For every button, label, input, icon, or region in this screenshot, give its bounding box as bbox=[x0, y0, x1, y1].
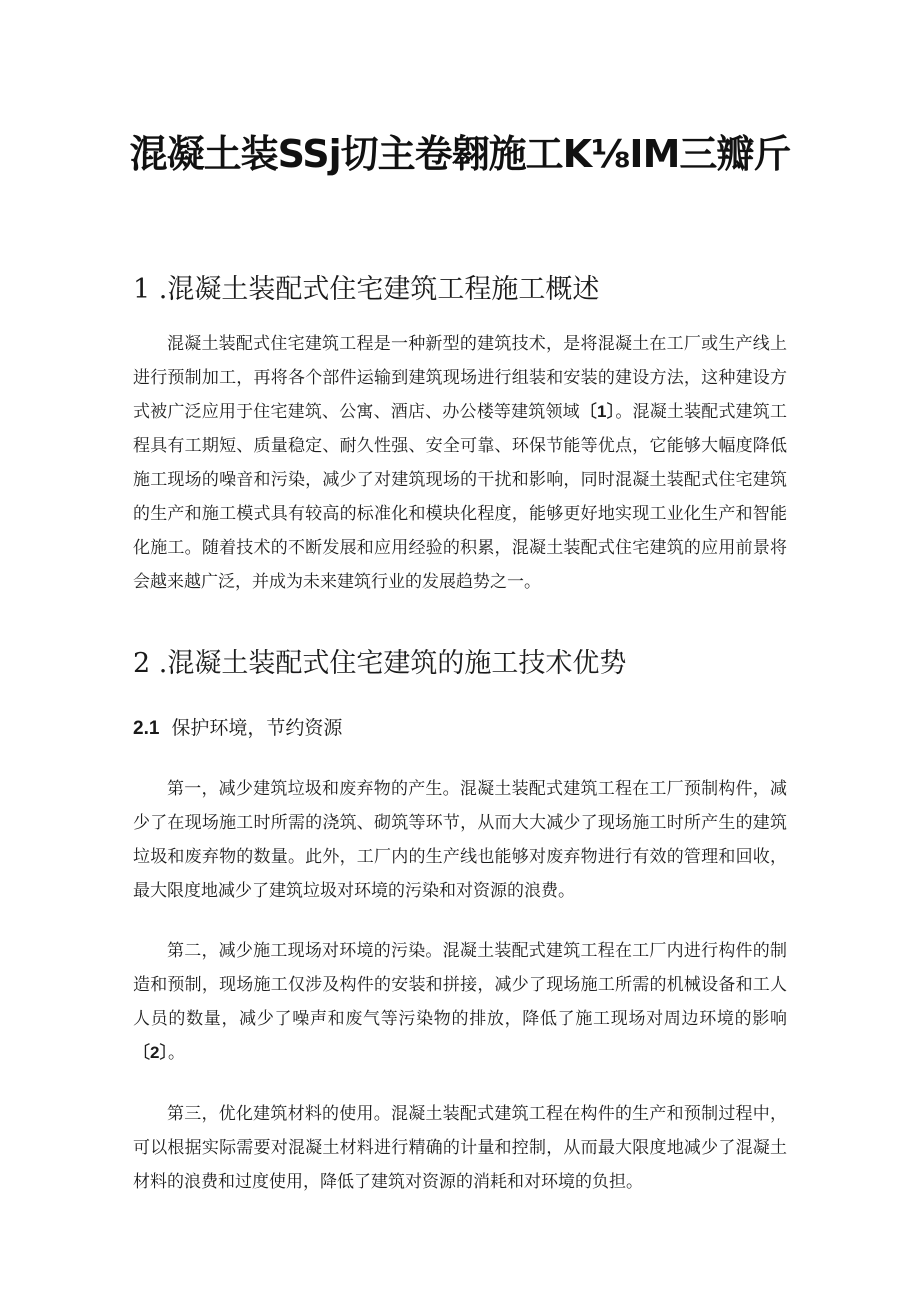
paragraph-text: 第一，减少建筑垃圾和废弃物的产生。混凝土装配式建筑工程在工厂预制构件，减少了在现场施工时所需的浇筑、砌筑等环节，从而大大减少了现场施工时所产生的建筑垃圾和废弃物的数量。此外，工厂内的生产线也能够对废弃物进行有效的管理和回收，最大限度地减少了建筑垃圾对环境的污染和对资源的浪费。 bbox=[133, 779, 787, 901]
paragraph-text: 第二，减少施工现场对环境的污染。混凝土装配式建筑工程在工厂内进行构件的制造和预制，现场施工仅涉及构件的安装和拼接，减少了现场施工所需的机械设备和工人人员的数量，减少了噪声和废气等污染物的排放，降低了施工现场对周边环境的影响 bbox=[133, 941, 787, 1029]
subsection-2-1-paragraph-1 bbox=[133, 772, 787, 908]
citation-2[interactable]: 〔2〕 bbox=[133, 1043, 168, 1062]
subsection-title: 保护环境，节约资源 bbox=[171, 717, 343, 739]
paragraph-text: 。 bbox=[167, 1043, 185, 1063]
paragraph-text: 。混凝土装配式建筑工程具有工期短、质量稳定、耐久性强、安全可靠、环保节能等优点，它能够大幅度降低施工现场的噪音和污染，减少了对建筑现场的干扰和影响，同时混凝土装配式住宅建筑的生产和施工模式具有较高的标准化和模块化程度，能够更好地实现工业化生产和智能化施工。随着技术的不断发展和应用经验的积累，混凝土装配式住宅建筑的应用前景将会越来越广泛，并成为未来建筑行业的发展趋势之一。 bbox=[133, 402, 787, 592]
citation-1[interactable]: 〔1〕 bbox=[579, 402, 616, 421]
subsection-heading-2-1 bbox=[133, 714, 342, 743]
paragraph-text: 第三，优化建筑材料的使用。混凝土装配式建筑工程在构件的生产和预制过程中，可以根据实际需要对混凝土材料进行精确的计量和控制，从而最大限度地减少了混凝土材料的浪费和过度使用，降低了建筑对资源的消耗和对环境的负担。 bbox=[133, 1104, 787, 1192]
subsection-number: 2.1 bbox=[133, 718, 160, 739]
section-heading-1: 1 .混凝土装配式住宅建筑工程施工概述 bbox=[133, 274, 600, 305]
paragraph-text: 混凝土装配式住宅建筑工程是一种新型的建筑技术，是将混凝土在工厂或生产线上进行预制加工，再将各个部件运输到建筑现场进行组装和安装的建设方法，这种建设方式被广泛应用于住宅建筑、公寓、酒店、办公楼等建筑领域 bbox=[133, 334, 787, 422]
section-heading-2: 2 .混凝土装配式住宅建筑的施工技术优势 bbox=[133, 648, 627, 679]
section-1-paragraph bbox=[133, 327, 787, 599]
document-title: 混凝土装SSj切主卷翱施工K⅛IM三瓣斤 bbox=[129, 132, 791, 176]
subsection-2-1-paragraph-3 bbox=[133, 1097, 787, 1199]
subsection-2-1-paragraph-2 bbox=[133, 934, 787, 1070]
